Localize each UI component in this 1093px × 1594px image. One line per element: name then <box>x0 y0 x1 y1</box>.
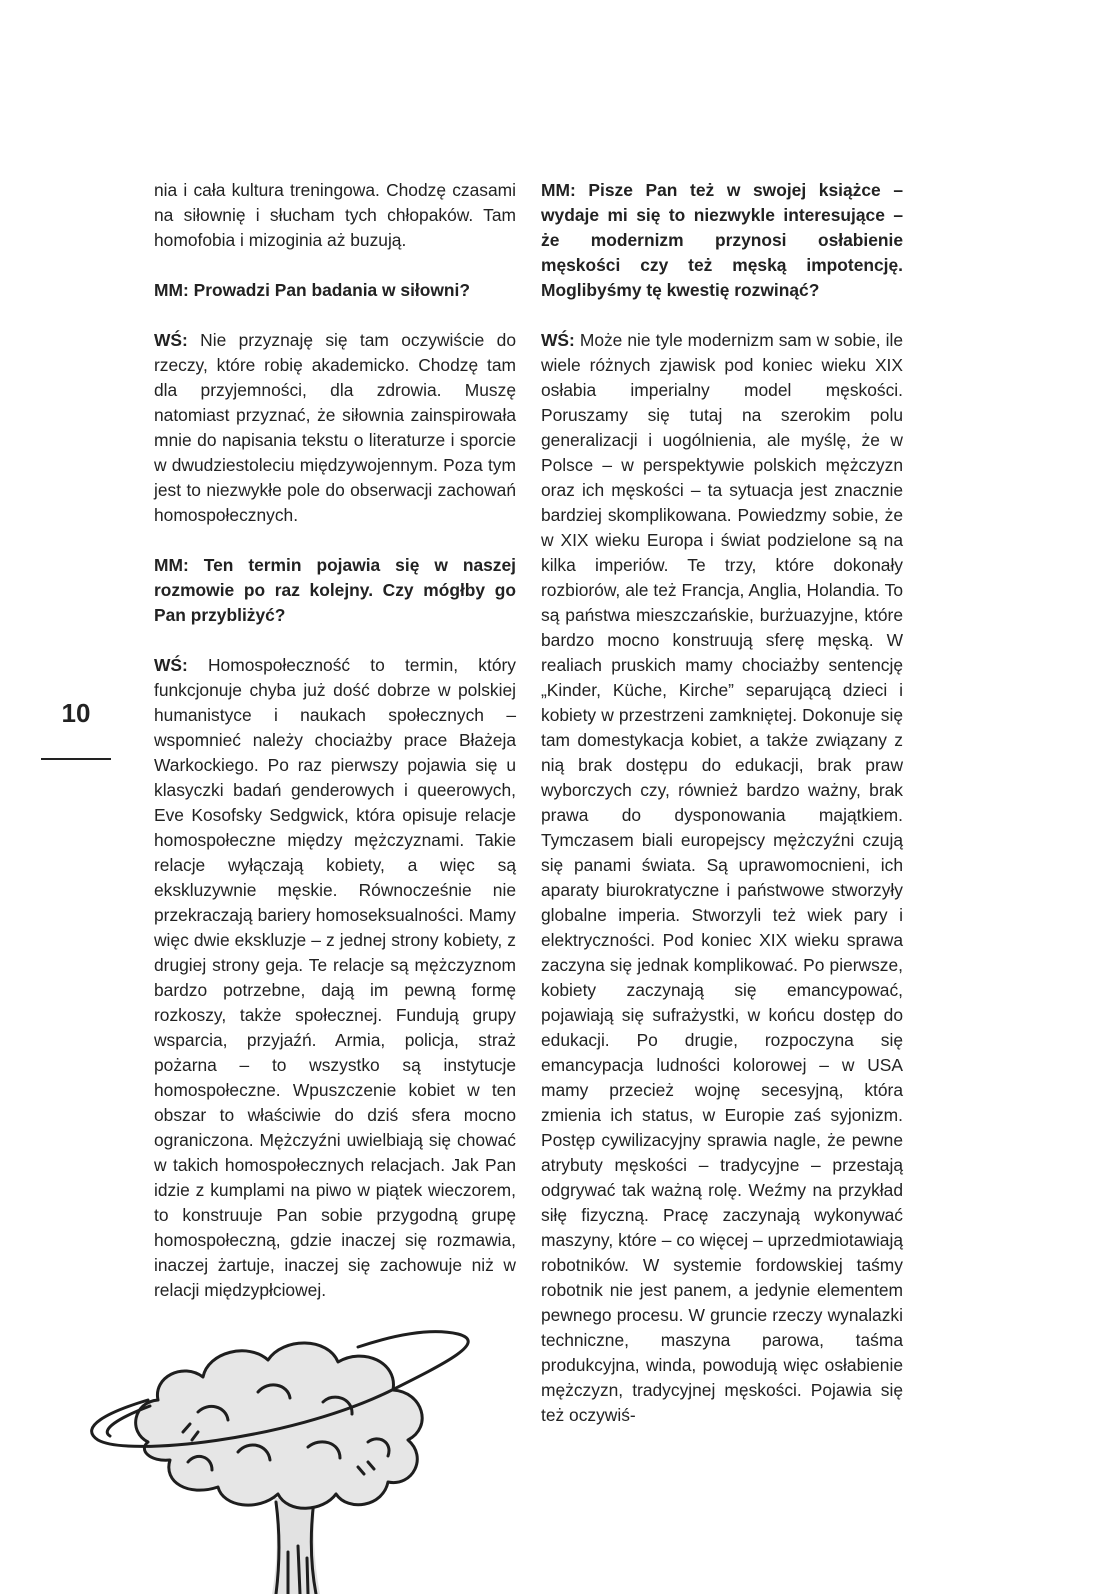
answer-text: Nie przyznaję się tam oczywiście do rzeczy, które robię akademicko. Chodzę tam dla przyjemności, dla zdrowia. Muszę natomiast przyznać, że siłownia zainspirowała mnie do napisania tekstu o literaturze i sporcie w dwudziestoleciu międzywojennym. Poza tym jest to niezwykłe pole do obserwacji zachowań homospołecznych. <box>154 330 516 525</box>
speaker-label: WŚ: <box>541 330 575 350</box>
answer <box>541 328 903 1428</box>
speaker-label: WŚ: <box>154 330 188 350</box>
mushroom-cloud-illustration <box>88 1322 488 1594</box>
question: MM: Pisze Pan też w swojej książce – wydaje mi się to niezwykle interesujące – że modernizm przynosi osłabienie męskości czy też męską impotencję. Moglibyśmy tę kwestię rozwinąć? <box>541 180 903 300</box>
answer-text: Może nie tyle modernizm sam w sobie, ile wiele różnych zjawisk pod koniec wieku XIX osłabia imperialny model męskości. Poruszamy się tutaj na szerokim polu generalizacji i uogólnienia, ale myślę, że w Polsce – w perspektywie polskich mężczyzn oraz ich męskości – ta sytuacja jest znacznie bardziej skomplikowana. Powiedzmy sobie, że w XIX wieku Europa i świat podzielone są na kilka imperiów. Te trzy, które dokonały rozbiorów, ale też Francja, Anglia, Holandia. To są państwa mieszczańskie, burżuazyjne, które bardzo mocno konstruują sferę męską. W realiach pruskich mamy chociażby sentencję „Kinder, Küche, Kirche” separującą dzieci i kobiety w przestrzeni zamkniętej. Dokonuje się tam domestykacja kobiet, a także związany z nią brak dostępu do edukacji, brak praw wyborczych czy, również bardzo ważny, brak prawa do dysponowania majątkiem. Tymczasem biali europejscy mężczyźni czują się panami świata. Są uprawomocnieni, ich aparaty biurokratyczne i państwowe stworzyły globalne imperia. Stworzyli też wiek pary i elektryczności. Pod koniec XIX wieku sprawa zaczyna się jednak komplikować. Po pierwsze, kobiety zaczynają się emancypować, pojawiają się sufrażystki, w końcu dostęp do edukacji. Po drugie, rozpoczyna się emancypacja ludności kolorowej – w USA mamy przecież wojnę secesyjną, która zmienia ich status, w Europie zaś syjonizm. Postęp cywilizacyjny sprawia nagle, że pewne atrybuty męskości – tradycyjne – przestają odgrywać tak ważną rolę. Weźmy na przykład siłę fizyczną. Pracę zaczynają wykonywać maszyny, które – co więcej – uprzedmiotawiają robotników. W systemie fordowskiej taśmy robotnik nie jest panem, a jedynie elementem pewnego procesu. W gruncie rzeczy wynalazki techniczne, maszyna parowa, taśma produkcyjna, winda, powodują więc osłabienie mężczyzn, tradycyjnej męskości. Pojawia się też oczywiś- <box>541 330 903 1425</box>
speaker-label: WŚ: <box>154 655 188 675</box>
question: MM: Ten termin pojawia się w naszej rozmowie po raz kolejny. Czy mógłby go Pan przybliżyć? <box>154 555 516 625</box>
answer <box>154 653 516 1303</box>
page-number-rule <box>41 758 111 760</box>
question: MM: Prowadzi Pan badania w siłowni? <box>154 280 470 300</box>
paragraph: nia i cała kultura treningowa. Chodzę czasami na siłownię i słucham tych chłopaków. Tam homofobia i mizoginia aż buzują. <box>154 180 516 250</box>
page-number: 10 <box>61 698 91 728</box>
answer-text: Homospołeczność to termin, który funkcjonuje chyba już dość dobrze w polskiej humanistyce i naukach społecznych – wspomnieć należy chociażby prace Błażeja Warkockiego. Po raz pierwszy pojawia się u klasyczki badań genderowych i queerowych, Eve Kosofsky Sedgwick, która opisuje relacje homospołeczne między mężczyznami. Takie relacje wyłączają kobiety, a więc są ekskluzywnie męskie. Równocześnie nie przekraczają bariery homoseksualności. Mamy więc dwie ekskluzje – z jednej strony kobiety, z drugiej strony geja. Te relacje są mężczyznom bardzo potrzebne, dają im pewną formę rozkoszy, także społecznej. Fundują grupy wsparcia, przyjaźń. Armia, policja, straż pożarna – to wszystko są instytucje homospołeczne. Wpuszczenie kobiet w ten obszar to właściwie do dziś sfera mocno ograniczona. Mężczyźni uwielbiają się chować w takich homospołecznych relacjach. Jak Pan idzie z kumplami na piwo w piątek wieczorem, to konstruuje Pan sobie przygodną grupę homospołeczną, gdzie inaczej się rozmawia, inaczej żartuje, inaczej się zachowuje niż w relacji międzypłciowej. <box>154 655 516 1300</box>
right-column <box>541 178 903 1453</box>
left-column <box>154 178 516 1328</box>
answer <box>154 328 516 528</box>
